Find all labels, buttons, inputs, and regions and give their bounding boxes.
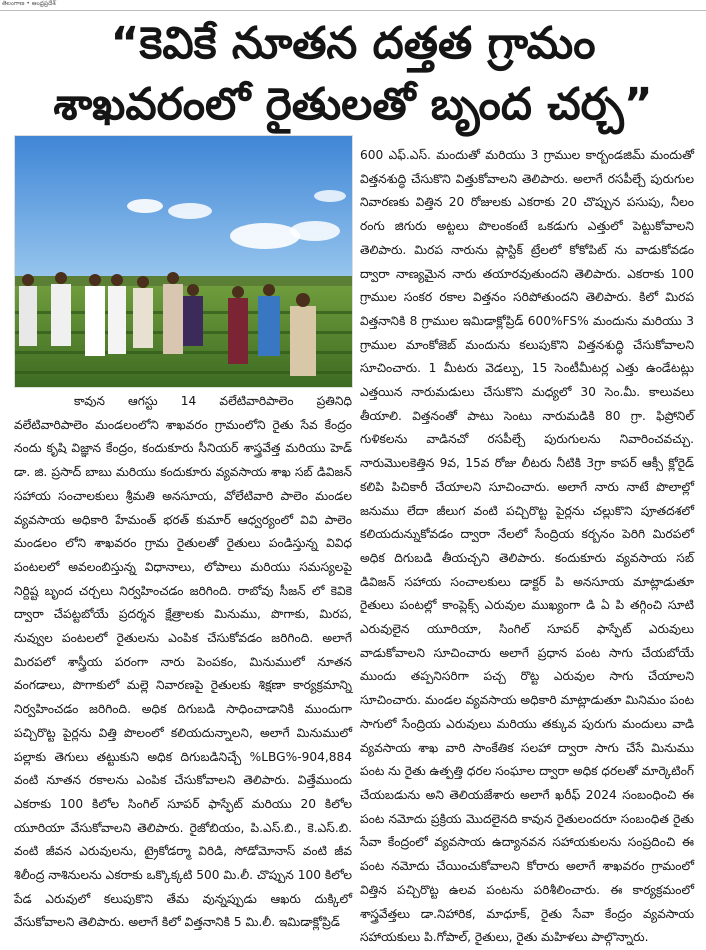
cloud <box>230 223 300 249</box>
headline-line-2: శాఖవరంలో రైతులతో బృంద చర్చ” <box>53 79 653 130</box>
article-paragraph-left: కావున ఆగస్టు 14 వలేటివారిపాలెం ప్రతినిధి వలేటివారిపాలెం మండలంలోని శాఖవరం గ్రామంలోని రైతు సేవ కేంద్రం నందు కృషి విజ్ఞాన కేంద్రం, కందుకూరు సీనియర్ శాస్త్రవేత్త మరియు హెడ్ డా. జి. ప్రసాద్ బాబు మరియు కందుకూరు వ్యవసాయ శాఖ సబ్ డివిజన్ సహాయ సంచాలకులు శ్రీమతి అనసూయ, వోలేటివారి పాలెం మండల వ్యవసాయ అధికారి హేమంత్ భరత్ కుమార్ ఆధ్వర్యంలో వివి పాలెం మండలం లోని శాఖవరం గ్రామ రైతులతో రైతులు పండిస్తున్న వివిధ పంటలలో అవలంబిస్తున్న విధానాలు, లోపాలు మరియు సమస్యలపై నిర్దిష్ట బృంద చర్చలు నిర్వహించడం జరిగింది. రాబోవు సీజన్ లో కెవికె ద్వారా చేపట్టబోయే ప్రదర్శన క్షేత్రాలకు మినుము, పొగాకు, మిరప, నువ్వుల పంటలలో రైతులను ఎంపిక చేసుకోవడం జరిగింది. అలాగే మిరపలో శాస్త్రీయ పరంగా నారు పెంపకం, మినుములో నూతన వంగడాలు, పొగాకులో మల్లె నివారణపై రైతులకు శిక్షణా కార్యక్రమాన్ని నిర్వహించడం జరిగింది. అధిక దిగుబడి సాధించాడానికి ముందుగా పచ్చిరొట్ట పైర్లను విత్తి పొలంలో కలియదున్నాలని, అలాగే మినుములో పల్లాకు తెగులు తట్టుకుని అధిక దిగుబడినిచ్చే %LBG%-904,884 వంటి నూతన రకాలను ఎంపిక చేసుకోవాలని తెలిపారు. విత్తేముందు ఎకరాకు 100 కిలోల సింగిల్ సూపర్ ఫాస్ఫేట్ మరియు 20 కిలోల యూరియా వేసుకోవాలని తెలిపారు. రైజోబియం, పి.ఎస్.బి., కె.ఎస్.బి. వంటి జీవన ఎరువులను, ట్రైకోడర్మా విరిడి, సోడోమోనాస్ వంటి జీవ శిలీంద్ర నాశినులను ఎకరాకు ఒక్కొక్కటి 500 మి.లీ. చొప్పున 100 కిలోల పేడ ఎరువులో కలుపుకొని తేమ వున్నప్పుడు ఆఖరు దుక్కిలో వేసుకోవాలని తెలిపారు. అలాగే కిలో విత్తనానికి 5 మి.లీ. ఇమిడాక్లోప్రిడ్ <box>14 394 352 930</box>
masthead-label: తెలంగాణ • ఆంధ్రప్రదేశ్ <box>2 0 56 7</box>
masthead <box>0 0 706 11</box>
photo-illustration <box>15 136 352 387</box>
cloud <box>127 199 163 213</box>
headline <box>0 14 706 136</box>
cloud <box>168 203 212 219</box>
headline-line-1: “కెవికే నూతన దత్తత గ్రామం <box>110 18 596 69</box>
farmers-in-field-photo <box>14 135 353 388</box>
article-body-right <box>360 144 694 950</box>
cloud <box>314 190 346 202</box>
article-paragraph-right: 600 ఎఫ్.ఎస్. మందుతో మరియు 3 గ్రాముల కార్బండజిమ్ మందుతో విత్తనశుద్ధి చేసుకొని విత్తుకోవాలని తెలిపారు. అలాగే రసపీల్చే పురుగుల నివారణకు విత్తిన 20 రోజులకు ఎకరాకు 20 చొప్పున పసుపు, నీలం రంగు జిగురు అట్టలు పొలంకంటే ఒకడుగు ఎత్తులో పెట్టుకోవాలని తెలిపారు. మిరప నారును ప్లాస్టిక్ ట్రేలలో కోకోపిట్ ను వాడుకోవడం ద్వారా నాణ్యమైన నారు తయారవుతుందని తెలిపారు. ఎకరాకు 100 గ్రాముల సంకర రకాల విత్తనం సరిపోతుందని తెలిపారు. కిలో మిరప విత్తనానికి 8 గ్రాముల ఇమిడాక్లోప్రిడ్ 600%FS% మందును మరియు 3 గ్రాముల మాంకోజెబ్ మందును కలుపుకొని విత్తనశుద్ధి చేసుకోవాలని సూచించారు. 1 మీటరు వెడల్పు, 15 సెంటీమీటర్ల ఎత్తు ఉండేటట్లు ఎత్తయిన నారుమడులు చేసుకొని మధ్యలో 30 సెం.మీ. కాలువలు తీయాలి. విత్తనంతో పాటు సెంటు నారుమడికి 80 గ్రా. ఫిప్రోనిల్ గుళికలను వాడినచో రసపీల్చే పురుగులను నివారించవచ్చు. నారుమొలకెత్తిన 9వ, 15వ రోజు లీటరు నీటికి 3గ్రా కాపర్ ఆక్సీ క్లోరైడ్ కలిపి పిచికారీ చేయాలని సూచించారు. అలాగే నారు నాటే పొలాల్లో జనుము లేదా జీలుగ వంటి పచ్చిరొట్ట పైర్లను చల్లుకొని పూతదశలో కలియదున్నుకోవడం ద్వారా నేలలో సేంద్రియ కర్బనం పెరిగి మిరపలో అధిక దిగుబడి తీయచ్చని తెలిపారు. కందుకూరు వ్యవసాయ సబ్ డివిజన్ సహాయ సంచాలకులు డాక్టర్ పి అనసూయ మాట్లాడుతూ రైతులు పంటల్లో కాంప్లెక్స్ ఎరువుల ముఖ్యంగా డి ఏ పి తగ్గించి సూటి ఎరువులైన యూరియా, సింగిల్ సూపర్ ఫాస్ఫేట్ ఎరువులు వాడుకోవాలని సూచించారు అలాగే ప్రధాన పంట సాగు చేయబోయే ముందు తప్పనిసరిగా పచ్చ రొట్ట ఎరువుల సాగు చేయాలని సూచించారు. మండల వ్యవసాయ అధికారి మాట్లాడుతూ మినిమం పంట సాగులో సేంద్రియ ఎరువులు మరియు తక్కువ పురుగు మందులు వాడి వ్యవసాయ శాఖ వారి సాంకేతిక సలహా ద్వారా సాగు చేసే మినుము పంట ను రైతు ఉత్పత్తి ధరల సంఘాల ద్వారా అధిక ధరలతో మార్కెటింగ్ చేయబడును అని తెలియజేశారు అలాగే ఖరీఫ్ 2024 సంబంధించి ఈ పంట నమోదు ప్రక్రియ మొదలైనది కావున రైతులందరూ సంబంధిత రైతు సేవా కేంద్రంలో వ్యవసాయ ఉద్యానవన సహాయకులను సంప్రదించి ఈ పంట నమోదు చేయించుకోవాలని కోరారు అలాగే శాఖవరం గ్రామంలో విత్తిన పచ్చిరొట్ట ఉలవ పంటను పరిశీలించారు. ఈ కార్యక్రమంలో శాస్త్రవేత్తలు డా.నిహారిక, మాధూక్, రైతు సేవా కేంద్రం వ్యవసాయ సహాయకులు పి.గోపాల్, రైతులు, రైతు మహిళలు పాల్గొన్నారు. <box>360 148 694 945</box>
cloud <box>290 221 340 241</box>
article-body-left <box>14 390 352 935</box>
